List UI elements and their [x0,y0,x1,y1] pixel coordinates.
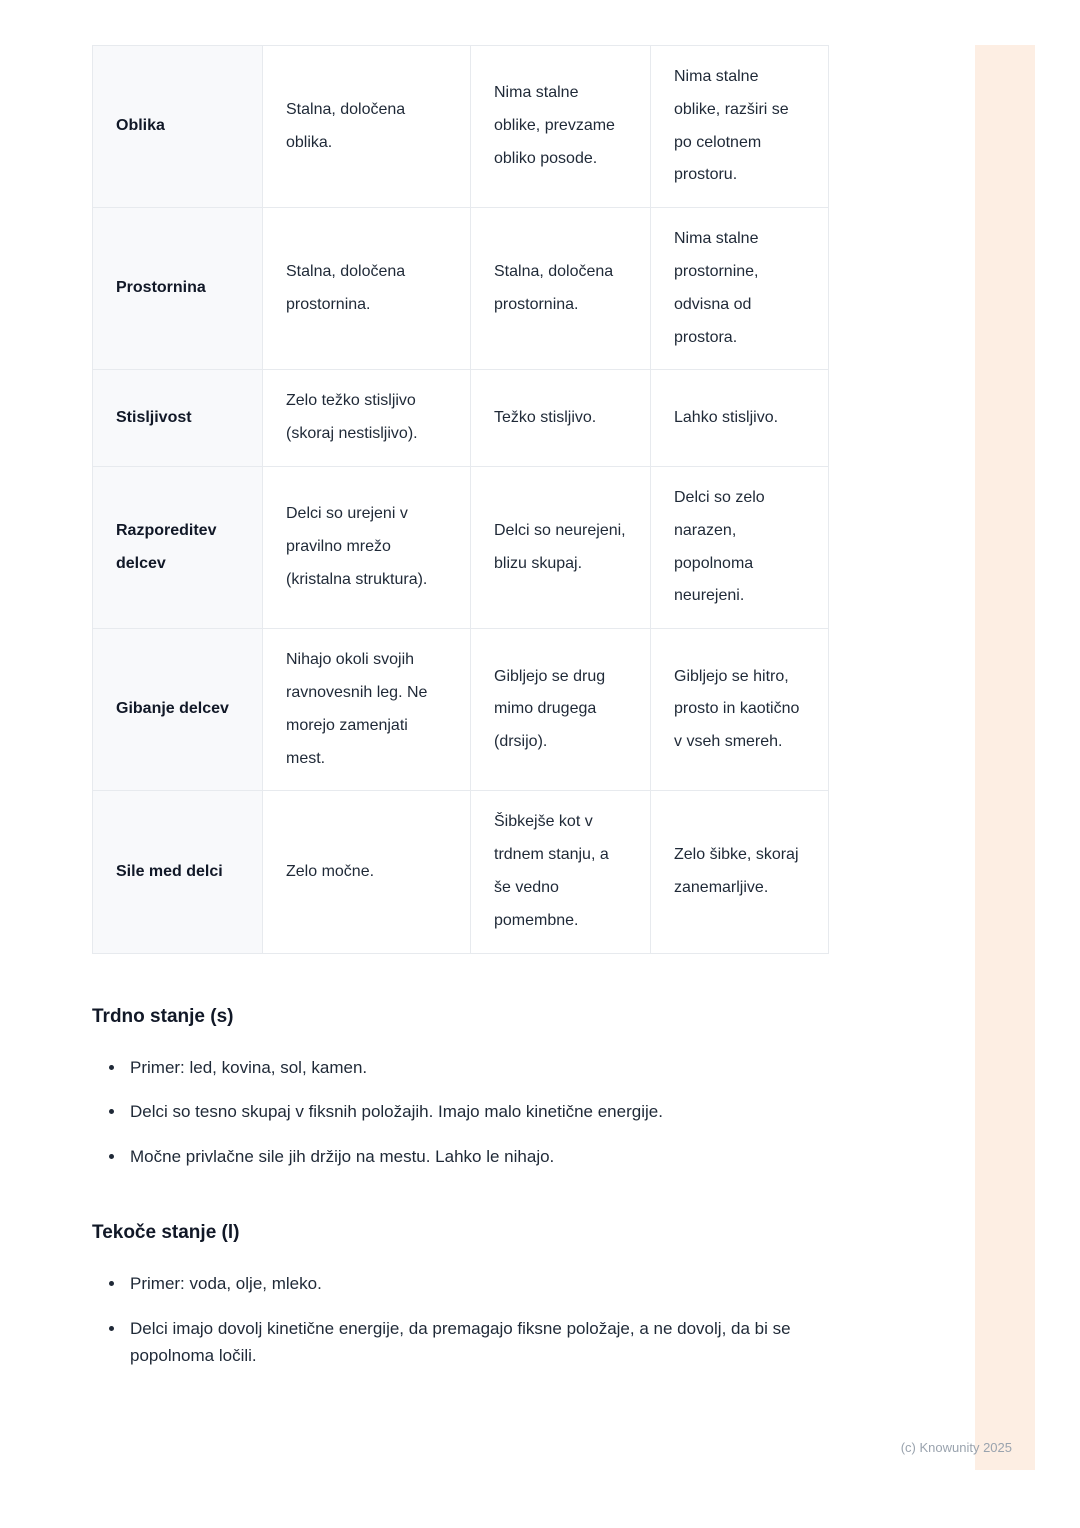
row-header-cell: Stisljivost [93,370,263,467]
row-header-cell: Gibanje delcev [93,629,263,791]
page-edge-decoration [975,45,1035,1470]
gas-state-cell: Lahko stisljivo. [651,370,829,467]
states-of-matter-table [92,45,829,954]
liquid-state-cell: Težko stisljivo. [471,370,651,467]
solid-state-cell: Zelo težko stisljivo (skoraj nestisljivo). [263,370,471,467]
liquid-state-cell: Stalna, določena prostornina. [471,208,651,370]
gas-state-cell: Nima stalne prostornine, odvisna od prostora. [651,208,829,370]
gas-state-cell: Zelo šibke, skoraj zanemarljive. [651,791,829,953]
gas-state-cell: Gibljejo se hitro, prosto in kaotično v vseh smereh. [651,629,829,791]
table-row [93,629,829,791]
list-item: • Močne privlačne sile jih držijo na mestu. Lahko le nihajo. [126,1143,828,1171]
section-heading: Tekoče stanje (l) [92,1222,240,1244]
row-header-cell: Prostornina [93,208,263,370]
solid-state-cell: Zelo močne. [263,791,471,953]
solid-state-cell: Stalna, določena oblika. [263,46,471,208]
bullet-list [92,1054,828,1171]
liquid-state-cell: Delci so neurejeni, blizu skupaj. [471,466,651,628]
table-row [93,370,829,467]
list-item: • Delci imajo dovolj kinetične energije, da premagajo fiksne položaje, a ne dovolj, da bi se popolnoma ločili. [126,1315,828,1370]
list-item: • Primer: voda, olje, mleko. [126,1270,828,1298]
document-content [92,45,828,1387]
table-row [93,791,829,953]
liquid-state-cell: Šibkejše kot v trdnem stanju, a še vedno pomembne. [471,791,651,953]
gas-state-cell: Nima stalne oblike, razširi se po celotnem prostoru. [651,46,829,208]
table-row [93,46,829,208]
solid-state-cell: Delci so urejeni v pravilno mrežo (kristalna struktura). [263,466,471,628]
bullet-list [92,1270,828,1370]
solid-state-cell: Nihajo okoli svojih ravnovesnih leg. Ne morejo zamenjati mest. [263,629,471,791]
liquid-state-cell: Gibljejo se drug mimo drugega (drsijo). [471,629,651,791]
list-item: • Delci so tesno skupaj v fiksnih položajih. Imajo malo kinetične energije. [126,1098,828,1126]
list-item: • Primer: led, kovina, sol, kamen. [126,1054,828,1082]
copyright-watermark: (c) Knowunity 2025 [900,1440,1012,1455]
row-header-cell: Razporeditev delcev [93,466,263,628]
section-solid-state [92,1006,828,1171]
section-heading: Trdno stanje (s) [92,1005,234,1027]
section-liquid-state [92,1222,828,1370]
table-row [93,208,829,370]
row-header-cell: Sile med delci [93,791,263,953]
table-row [93,466,829,628]
solid-state-cell: Stalna, določena prostornina. [263,208,471,370]
row-header-cell: Oblika [93,46,263,208]
gas-state-cell: Delci so zelo narazen, popolnoma neurejeni. [651,466,829,628]
liquid-state-cell: Nima stalne oblike, prevzame obliko posode. [471,46,651,208]
